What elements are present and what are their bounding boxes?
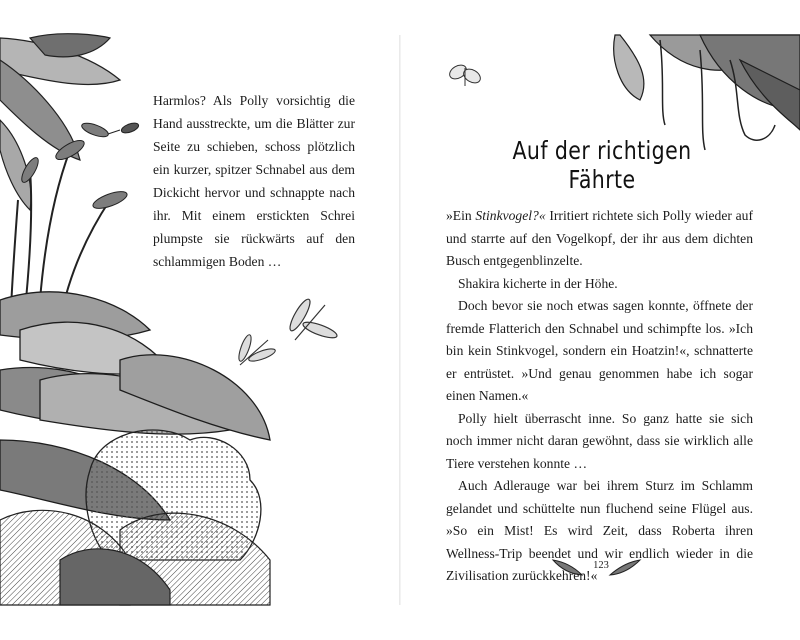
chapter-title: Auf der richtigen Fährte: [512, 136, 692, 194]
left-paragraph: Harmlos? Als Polly vorsichtig die Hand ausstreckte, um die Blätter zur Seite zu schieben, schoss plötzlich ein kurzer, spitzer Schnabel aus dem Dickicht hervor und schnappte nach ihr. Mit einem erstickten Schrei plumpste sie rückwärts auf den schlammigen Boden …: [153, 93, 355, 269]
paragraph-4: Polly hielt überrascht inne. So ganz hatte sie sich noch immer nicht daran gewöhnt, dass sie wirklich alle Tiere verstehen konnte …: [446, 410, 753, 471]
page-number: 123: [593, 560, 609, 571]
butterfly: [447, 62, 483, 86]
stinkvogel-emphasis: Stinkvogel?«: [475, 208, 546, 223]
paragraph-5: Auch Adlerauge war bei ihrem Sturz im Schlamm gelandet und schüttelte nun fluchend seine Flügel aus. »So ein Mist! Es wird Zeit, dass Roberta ihren Wellness-Trip beendet und wir endlich wieder in die Zivilisation zurückkehren!«: [446, 478, 753, 583]
paragraph-2: Shakira kicherte in der Höhe.: [458, 275, 618, 291]
hanging-leaves: [614, 35, 800, 130]
paragraph-3: Doch bevor sie noch etwas sagen konnte, öffnete der fremde Flatterich den Schnabel und schimpfte los. »Ich bin kein Stinkvogel, sondern ein Hoatzin!«, schnatterte er entrüstet. »Und genau genommen habe ich sogar einen Namen.«: [446, 298, 753, 403]
right-page-text: [446, 205, 753, 588]
paragraph-1: »Ein Stinkvogel?« Irritiert richtete sich Polly wieder auf und starrte auf den Vogelkopf, der ihr aus dem dichten Busch entgegenblinzelte.: [446, 208, 754, 268]
left-page-text: [153, 89, 355, 273]
